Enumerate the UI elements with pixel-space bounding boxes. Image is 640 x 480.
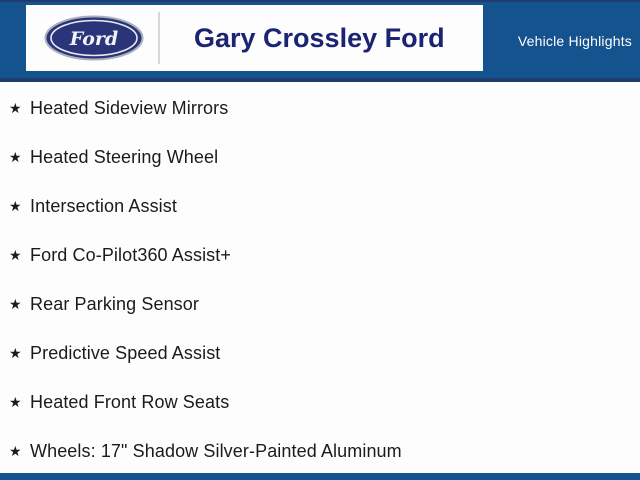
dealer-name: Gary Crossley Ford [194, 22, 445, 53]
star-bullet-icon: ★ [9, 197, 22, 214]
feature-list [0, 84, 640, 476]
feature-label: Heated Sideview Mirrors [30, 98, 229, 118]
list-item [0, 280, 640, 329]
feature-label: Intersection Assist [30, 196, 177, 216]
feature-label: Rear Parking Sensor [30, 294, 199, 314]
list-item [0, 133, 640, 182]
logo-divider [158, 12, 160, 64]
feature-label: Wheels: 17" Shadow Silver-Painted Aluminum [30, 441, 402, 461]
ford-logo-script: Ford [69, 28, 119, 50]
list-item [0, 231, 640, 280]
star-bullet-icon: ★ [9, 295, 22, 312]
bottom-accent-bar [0, 473, 640, 480]
list-item [0, 378, 640, 427]
star-bullet-icon: ★ [9, 442, 22, 459]
section-title: Vehicle Highlights [517, 33, 632, 49]
list-item [0, 427, 640, 476]
star-bullet-icon: ★ [9, 344, 22, 361]
feature-label: Heated Steering Wheel [30, 147, 219, 167]
list-item [0, 182, 640, 231]
list-item [0, 84, 640, 133]
dealer-logo-box [26, 5, 483, 71]
list-item [0, 329, 640, 378]
header-bar [0, 0, 640, 82]
ford-logo-icon [44, 15, 144, 61]
star-bullet-icon: ★ [9, 393, 22, 410]
feature-label: Ford Co-Pilot360 Assist+ [30, 245, 231, 265]
feature-label: Predictive Speed Assist [30, 343, 221, 363]
star-bullet-icon: ★ [9, 99, 22, 116]
feature-label: Heated Front Row Seats [30, 392, 230, 412]
star-bullet-icon: ★ [9, 148, 22, 165]
star-bullet-icon: ★ [9, 246, 22, 263]
